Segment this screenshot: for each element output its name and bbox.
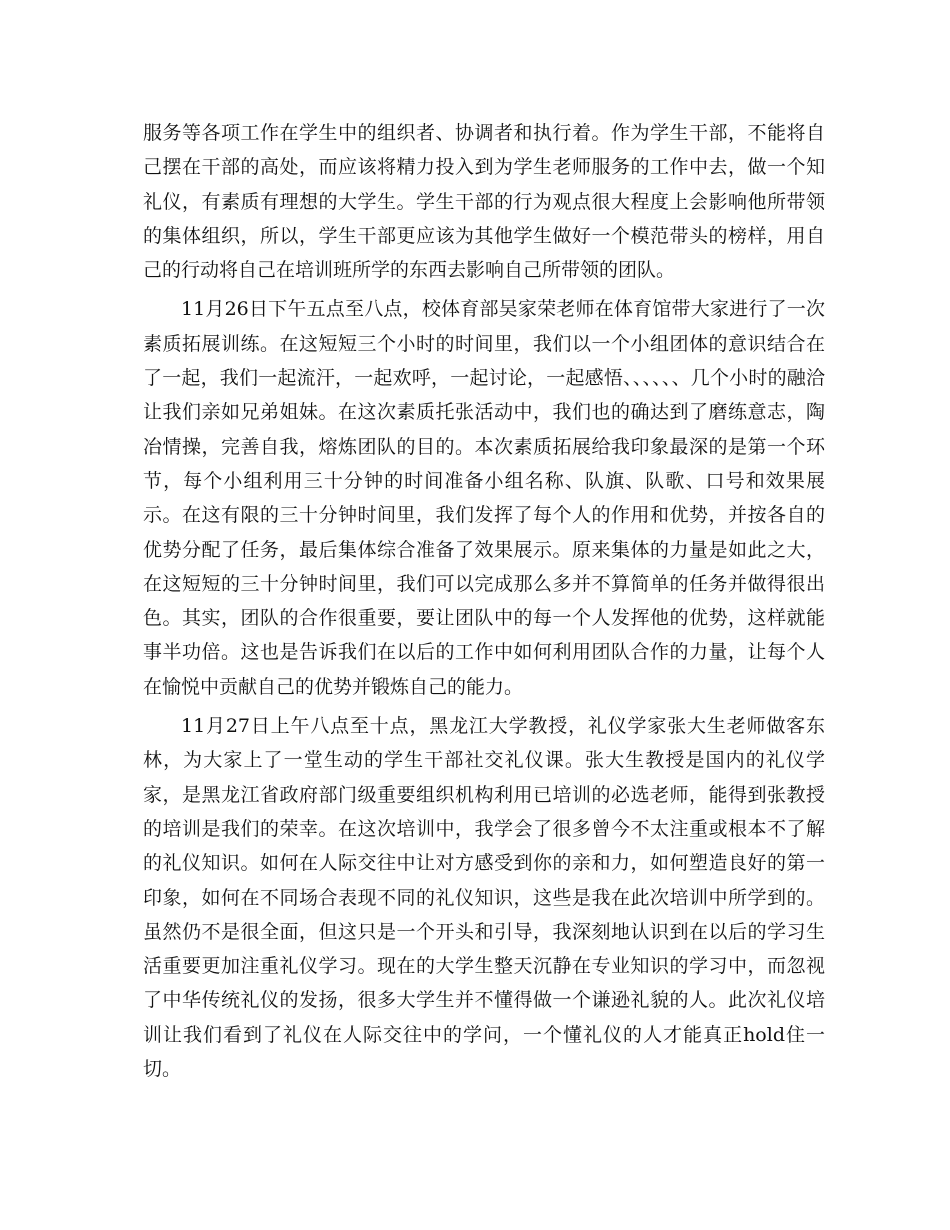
paragraph-team-training: 11月26日下午五点至八点，校体育部吴家荣老师在体育馆带大家进行了一次素质拓展训练。在这短短三个小时的时间里，我们以一个小组团体的意识结合在了一起，我们一起流汗，一起欢呼，一起讨论，一起感悟、、、、、、几个小时的融洽让我们亲如兄弟姐妹。在这次素质托张活动中，我们也的确达到了磨练意志，陶冶情操，完善自我，熔炼团队的目的。本次素质拓展给我印象最深的是第一个环节，每个小组利用三十分钟的时间准备小组名称、队旗、队歌、口号和效果展示。在这有限的三十分钟时间里，我们发挥了每个人的作用和优势，并按各自的优势分配了任务，最后集体综合准备了效果展示。原来集体的力量是如此之大，在这短短的三十分钟时间里，我们可以完成那么多并不算简单的任务并做得很出色。其实，团队的合作很重要，要让团队中的每一个人发挥他的优势，这样就能事半功倍。这也是告诉我们在以后的工作中如何利用团队合作的力量，让每个人在愉悦中贡献自己的优势并锻炼自己的能力。 [143,298,825,698]
paragraph-etiquette-course: 11月27日上午八点至十点，黑龙江大学教授，礼仪学家张大生老师做客东林，为大家上了一堂生动的学生干部社交礼仪课。张大生教授是国内的礼仪学家，是黑龙江省政府部门级重要组织机构利用已培训的必选老师，能得到张教授的培训是我们的荣幸。在这次培训中，我学会了很多曾今不太注重或根本不了解的礼仪知识。如何在人际交往中让对方感受到你的亲和力，如何塑造良好的第一印象，如何在不同场合表现不同的礼仪知识，这些是我在此次培训中所学到的。虽然仍不是很全面，但这只是一个开头和引导，我深刻地认识到在以后的学习生活重要更加注重礼仪学习。现在的大学生整天沉静在专业知识的学习中，而忽视了中华传统礼仪的发扬，很多大学生并不懂得做一个谦逊礼貌的人。此次礼仪培训让我们看到了礼仪在人际交往中的学问，一个懂礼仪的人才能真正hold住一切。 [143,715,825,1081]
paragraph-student-cadre: 服务等各项工作在学生中的组织者、协调者和执行着。作为学生干部，不能将自己摆在干部的高处，而应该将精力投入到为学生老师服务的工作中去，做一个知礼仪，有素质有理想的大学生。学生干部的行为观点很大程度上会影响他所带领的集体组织，所以，学生干部更应该为其他学生做好一个模范带头的榜样，用自己的行动将自己在培训班所学的东西去影响自己所带领的团队。 [143,122,825,282]
document-page [143,116,825,1091]
